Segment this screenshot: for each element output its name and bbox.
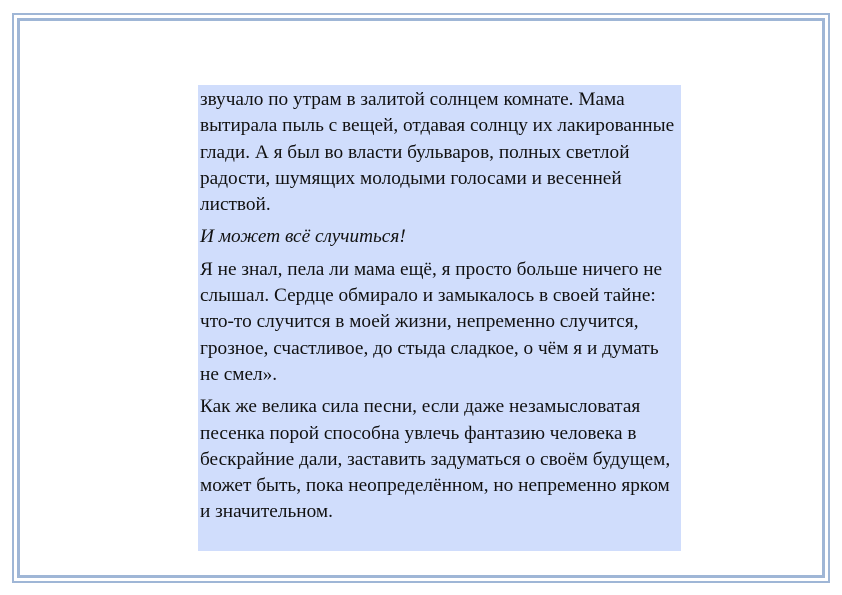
- text-block: [198, 85, 681, 551]
- paragraph-3: Я не знал, пела ли мама ещё, я просто больше ничего не слышал. Сердце обмирало и замыкалось в своей тайне: что-то случится в моей жизни, непременно случится, грозное, счастливое, до стыда сладкое, о чём я и думать не смел».: [200, 258, 663, 385]
- paragraph-1: звучало по утрам в залитой солнцем комнате. Мама вытирала пыль с вещей, отдавая солнцу их лакированные глади. А я был во власти бульваров, полных светлой радости, шумящих молодыми голосами и весенней листвой.: [200, 89, 675, 216]
- paragraph-4: Как же велика сила песни, если даже незамысловатая песенка порой способна увлечь фантазию человека в бескрайние дали, заставить задуматься о своём будущем, может быть, пока неопределённом, но непременно ярком и значительном.: [200, 396, 671, 523]
- paragraph-2-italic-quote: И может всё случиться!: [200, 226, 406, 248]
